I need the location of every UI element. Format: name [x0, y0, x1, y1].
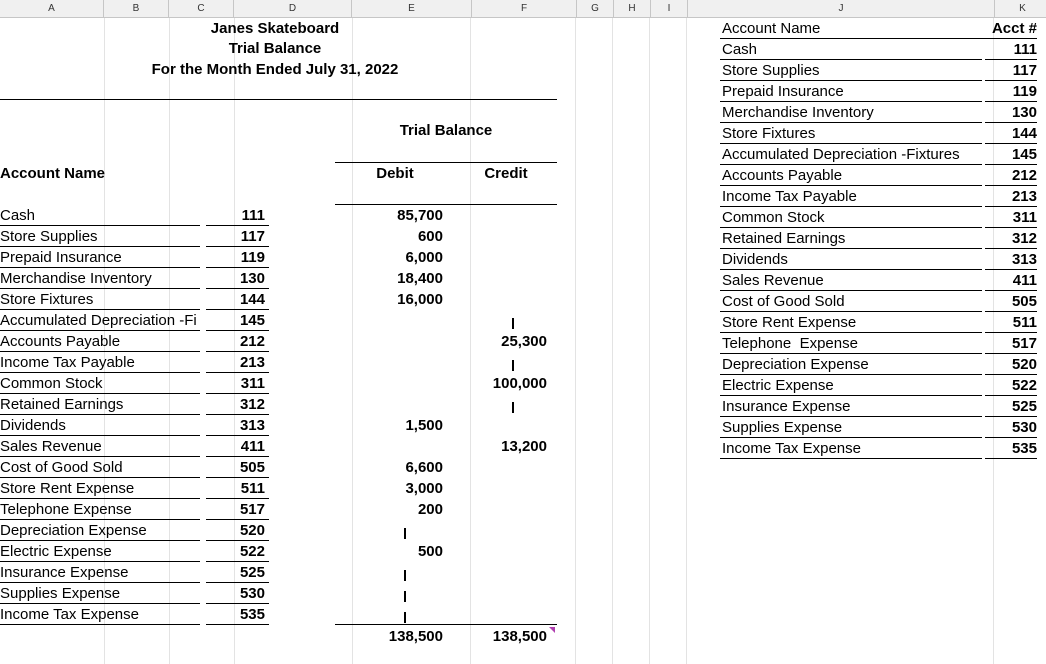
credit-column-rule — [455, 204, 557, 205]
lookup-account-number[interactable]: 311 — [1012, 209, 1037, 226]
dash-mark — [404, 528, 406, 539]
tb-account-name[interactable]: Accounts Payable — [0, 333, 121, 350]
tb-debit[interactable]: 3,000 — [405, 480, 443, 497]
tb-account-name[interactable]: Dividends — [0, 417, 66, 434]
lookup-account-number[interactable]: 517 — [1011, 335, 1037, 352]
column-header-b[interactable]: B — [104, 0, 169, 17]
tb-account-number[interactable]: 525 — [239, 564, 265, 581]
gridline — [575, 18, 576, 664]
lookup-account-name[interactable]: Depreciation Expense — [722, 356, 869, 373]
tb-account-number[interactable]: 311 — [240, 375, 265, 392]
tb-account-number[interactable]: 144 — [239, 291, 265, 308]
comment-indicator[interactable] — [549, 627, 555, 633]
tb-account-name[interactable]: Sales Revenue — [0, 438, 102, 455]
tb-account-name[interactable]: Depreciation Expense — [0, 522, 147, 539]
lookup-account-number[interactable]: 535 — [1011, 440, 1037, 457]
tb-account-name[interactable]: Cost of Good Sold — [0, 459, 123, 476]
tb-account-number[interactable]: 213 — [239, 354, 265, 371]
lookup-account-name[interactable]: Store Rent Expense — [722, 314, 857, 331]
lookup-account-number[interactable]: 522 — [1011, 377, 1037, 394]
tb-account-number[interactable]: 312 — [239, 396, 265, 413]
lookup-account-number[interactable]: 130 — [1011, 104, 1037, 121]
total-debit[interactable]: 138,500 — [388, 628, 443, 645]
lookup-acct-header[interactable]: Acct # — [991, 20, 1037, 37]
tb-debit[interactable]: 18,400 — [397, 270, 443, 287]
tb-account-name[interactable]: Accumulated Depreciation -Fi — [0, 312, 197, 329]
tb-account-number[interactable]: 517 — [239, 501, 265, 518]
lookup-account-number[interactable]: 505 — [1011, 293, 1037, 310]
lookup-account-number[interactable]: 530 — [1011, 419, 1037, 436]
column-header-i[interactable]: I — [651, 0, 688, 17]
column-header-a[interactable]: A — [0, 0, 104, 17]
column-header-j[interactable]: J — [688, 0, 995, 17]
tb-debit[interactable]: 6,000 — [405, 249, 443, 266]
lookup-account-number[interactable]: 312 — [1011, 230, 1037, 247]
debit-header[interactable]: Debit — [376, 165, 414, 182]
lookup-account-number[interactable]: 313 — [1011, 251, 1037, 268]
lookup-acct-underline — [985, 458, 1037, 459]
lookup-account-number[interactable]: 525 — [1011, 398, 1037, 415]
lookup-account-name[interactable]: Income Tax Expense — [722, 440, 861, 457]
lookup-account-number[interactable]: 144 — [1011, 125, 1037, 142]
lookup-account-name[interactable]: Retained Earnings — [722, 230, 846, 247]
tb-debit[interactable]: 600 — [417, 228, 443, 245]
lookup-account-name[interactable]: Common Stock — [722, 209, 825, 226]
tb-account-name[interactable]: Merchandise Inventory — [0, 270, 152, 287]
dash-mark — [512, 360, 514, 371]
lookup-account-number[interactable]: 119 — [1012, 83, 1037, 100]
lookup-account-number[interactable]: 511 — [1012, 314, 1037, 331]
tb-account-name[interactable]: Income Tax Expense — [0, 606, 139, 623]
lookup-account-name[interactable]: Accumulated Depreciation -Fixtures — [722, 146, 960, 163]
tb-debit[interactable]: 85,700 — [397, 207, 443, 224]
total-credit[interactable]: 138,500 — [492, 628, 547, 645]
header-rule-right — [335, 99, 557, 100]
dash-mark — [404, 591, 406, 602]
total-rule-acct — [206, 624, 269, 625]
tb-account-name[interactable]: Insurance Expense — [0, 564, 129, 581]
tb-credit[interactable]: 100,000 — [492, 375, 547, 392]
lookup-account-name[interactable]: Accounts Payable — [722, 167, 843, 184]
tb-account-number[interactable]: 535 — [239, 606, 265, 623]
tb-name-underline — [0, 624, 200, 625]
lookup-account-name[interactable]: Cost of Good Sold — [722, 293, 845, 310]
tb-account-number[interactable]: 111 — [241, 207, 265, 224]
tb-account-number[interactable]: 145 — [239, 312, 265, 329]
tb-account-name[interactable]: Store Supplies — [0, 228, 98, 245]
tb-account-number[interactable]: 411 — [240, 438, 265, 455]
lookup-account-name[interactable]: Prepaid Insurance — [722, 83, 844, 100]
tb-account-name[interactable]: Common Stock — [0, 375, 103, 392]
tb-debit[interactable]: 16,000 — [397, 291, 443, 308]
tb-account-name[interactable]: Prepaid Insurance — [0, 249, 122, 266]
total-rule-debit — [335, 624, 455, 625]
tb-account-number[interactable]: 117 — [240, 228, 265, 245]
report-title[interactable]: Trial Balance — [228, 40, 322, 57]
total-rule-credit — [455, 624, 557, 625]
tb-account-number[interactable]: 313 — [239, 417, 265, 434]
tb-account-name[interactable]: Income Tax Payable — [0, 354, 135, 371]
tb-debit[interactable]: 6,600 — [405, 459, 443, 476]
lookup-name-header[interactable]: Account Name — [722, 20, 821, 37]
lookup-account-name[interactable]: Cash — [722, 41, 758, 58]
gridline — [649, 18, 650, 664]
tb-credit[interactable]: 13,200 — [501, 438, 547, 455]
lookup-account-name[interactable]: Store Supplies — [722, 62, 820, 79]
column-header-h[interactable]: H — [614, 0, 651, 17]
column-headers — [0, 0, 1046, 18]
lookup-account-name[interactable]: Income Tax Payable — [722, 188, 857, 205]
dash-mark — [404, 570, 406, 581]
credit-header[interactable]: Credit — [484, 165, 528, 182]
tb-credit[interactable]: 25,300 — [501, 333, 547, 350]
spreadsheet-grid[interactable] — [0, 18, 1046, 664]
column-header-c[interactable]: C — [169, 0, 234, 17]
column-header-d[interactable]: D — [234, 0, 352, 17]
tb-account-number[interactable]: 522 — [239, 543, 265, 560]
lookup-account-name[interactable]: Store Fixtures — [722, 125, 816, 142]
gridline — [612, 18, 613, 664]
lookup-account-number[interactable]: 520 — [1011, 356, 1037, 373]
lookup-account-name[interactable]: Merchandise Inventory — [722, 104, 874, 121]
lookup-account-name[interactable]: Supplies Expense — [722, 419, 843, 436]
tb-account-name[interactable]: Store Fixtures — [0, 291, 94, 308]
tb-debit[interactable]: 500 — [417, 543, 443, 560]
gridline — [352, 18, 353, 664]
tb-account-number[interactable]: 520 — [239, 522, 265, 539]
dash-mark — [512, 402, 514, 413]
dash-mark — [512, 318, 514, 329]
lookup-account-name[interactable]: Telephone Expense — [722, 335, 858, 352]
tb-account-number[interactable]: 212 — [239, 333, 265, 350]
lookup-account-number[interactable]: 111 — [1013, 41, 1037, 58]
account-name-header[interactable]: Account Name — [0, 165, 106, 182]
tb-account-name[interactable]: Telephone Expense — [0, 501, 132, 518]
tb-account-number[interactable]: 119 — [240, 249, 265, 266]
tb-account-number[interactable]: 511 — [240, 480, 265, 497]
lookup-account-number[interactable]: 145 — [1011, 146, 1037, 163]
lookup-name-underline — [720, 458, 982, 459]
report-period[interactable]: For the Month Ended July 31, 2022 — [151, 61, 399, 78]
header-rule-left — [0, 99, 335, 100]
lookup-account-name[interactable]: Insurance Expense — [722, 398, 851, 415]
tb-account-number[interactable]: 505 — [239, 459, 265, 476]
tb-debit[interactable]: 1,500 — [405, 417, 443, 434]
tb-debit[interactable]: 200 — [417, 501, 443, 518]
column-header-g[interactable]: G — [577, 0, 614, 17]
lookup-account-number[interactable]: 411 — [1012, 272, 1037, 289]
tb-account-name[interactable]: Retained Earnings — [0, 396, 124, 413]
lookup-account-number[interactable]: 213 — [1011, 188, 1037, 205]
column-header-f[interactable]: F — [472, 0, 577, 17]
column-header-e[interactable]: E — [352, 0, 472, 17]
section-header[interactable]: Trial Balance — [399, 122, 493, 139]
lookup-account-name[interactable]: Dividends — [722, 251, 788, 268]
lookup-account-number[interactable]: 117 — [1012, 62, 1037, 79]
tb-account-name[interactable]: Electric Expense — [0, 543, 112, 560]
tb-account-name[interactable]: Cash — [0, 207, 36, 224]
tb-account-number[interactable]: 130 — [239, 270, 265, 287]
company-name[interactable]: Janes Skateboard — [210, 20, 340, 37]
lookup-account-name[interactable]: Electric Expense — [722, 377, 834, 394]
column-header-k[interactable]: K — [995, 0, 1046, 17]
dash-mark — [404, 612, 406, 623]
lookup-account-name[interactable]: Sales Revenue — [722, 272, 824, 289]
gridline — [686, 18, 687, 664]
lookup-account-number[interactable]: 212 — [1011, 167, 1037, 184]
tb-account-number[interactable]: 530 — [239, 585, 265, 602]
tb-account-name[interactable]: Supplies Expense — [0, 585, 121, 602]
tb-account-name[interactable]: Store Rent Expense — [0, 480, 135, 497]
